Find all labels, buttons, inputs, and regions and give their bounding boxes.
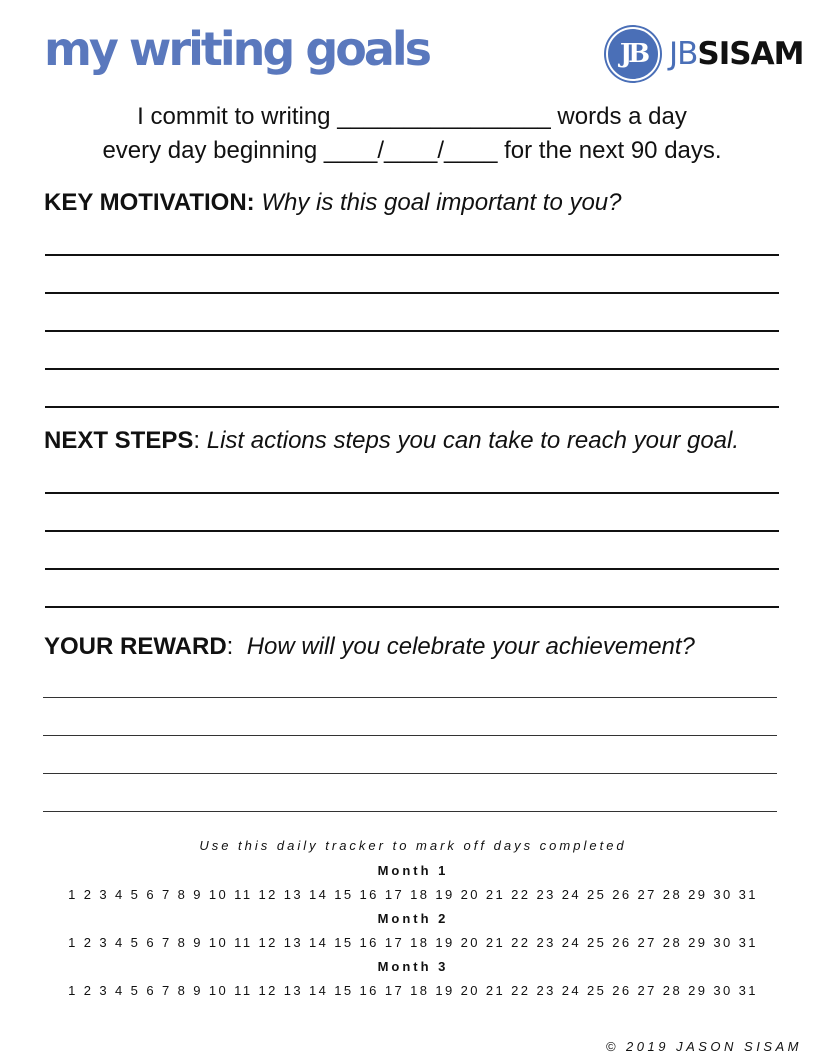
next-steps-answer-line[interactable]: [45, 530, 779, 532]
next-steps-answer-line[interactable]: [45, 606, 779, 608]
next-steps-label: NEXT STEPS: [44, 427, 194, 454]
copyright-notice: © 2019 JASON SISAM: [605, 1039, 802, 1054]
key-motivation-prompt: Why is this goal important to you?: [254, 189, 622, 216]
your-reward-answer-line[interactable]: [43, 697, 777, 698]
month-3-day-tracker[interactable]: 1 2 3 4 5 6 7 8 9 10 11 12 13 14 15 16 17 18 19 20 21 22 23 24 25 26 27 28 29 30 31: [68, 983, 758, 998]
your-reward-answer-line[interactable]: [43, 735, 777, 736]
key-motivation-answer-line[interactable]: [45, 330, 779, 332]
key-motivation-answer-line[interactable]: [45, 368, 779, 370]
logo-wordmark: [669, 36, 803, 72]
commitment-line-1: I commit to writing ________________ words a day: [137, 103, 687, 130]
brand-logo: [606, 27, 803, 81]
next-steps-separator: :: [193, 427, 207, 454]
commitment-line-2: every day beginning ____/____/____ for the next 90 days.: [102, 137, 722, 164]
your-reward-answer-line[interactable]: [43, 811, 777, 812]
month-2-day-tracker[interactable]: 1 2 3 4 5 6 7 8 9 10 11 12 13 14 15 16 17 18 19 20 21 22 23 24 25 26 27 28 29 30 31: [68, 935, 758, 950]
your-reward-separator: :: [226, 633, 247, 660]
next-steps-heading: [44, 427, 739, 455]
key-motivation-answer-line[interactable]: [45, 292, 779, 294]
month-2-label: Month 2: [377, 911, 449, 926]
next-steps-answer-line[interactable]: [45, 568, 779, 570]
key-motivation-label: KEY MOTIVATION:: [44, 189, 255, 216]
your-reward-label: YOUR REWARD: [44, 633, 227, 660]
key-motivation-answer-line[interactable]: [45, 406, 779, 408]
key-motivation-answer-line[interactable]: [45, 254, 779, 256]
next-steps-answer-line[interactable]: [45, 492, 779, 494]
month-1-day-tracker[interactable]: 1 2 3 4 5 6 7 8 9 10 11 12 13 14 15 16 17 18 19 20 21 22 23 24 25 26 27 28 29 30 31: [68, 887, 758, 902]
month-3-label: Month 3: [377, 959, 449, 974]
logo-monogram-icon: JB: [606, 27, 660, 81]
your-reward-prompt: How will you celebrate your achievement?: [246, 633, 695, 660]
your-reward-answer-line[interactable]: [43, 773, 777, 774]
tracker-instruction: Use this daily tracker to mark off days completed: [199, 838, 627, 853]
logo-wordmark-jb: JB: [669, 36, 698, 72]
page-title: my writing goals: [44, 22, 430, 76]
logo-wordmark-sisam: SISAM: [697, 36, 804, 72]
key-motivation-heading: [44, 189, 622, 217]
month-1-label: Month 1: [377, 863, 449, 878]
next-steps-prompt: List actions steps you can take to reach your goal.: [206, 427, 740, 454]
your-reward-heading: [44, 633, 695, 661]
